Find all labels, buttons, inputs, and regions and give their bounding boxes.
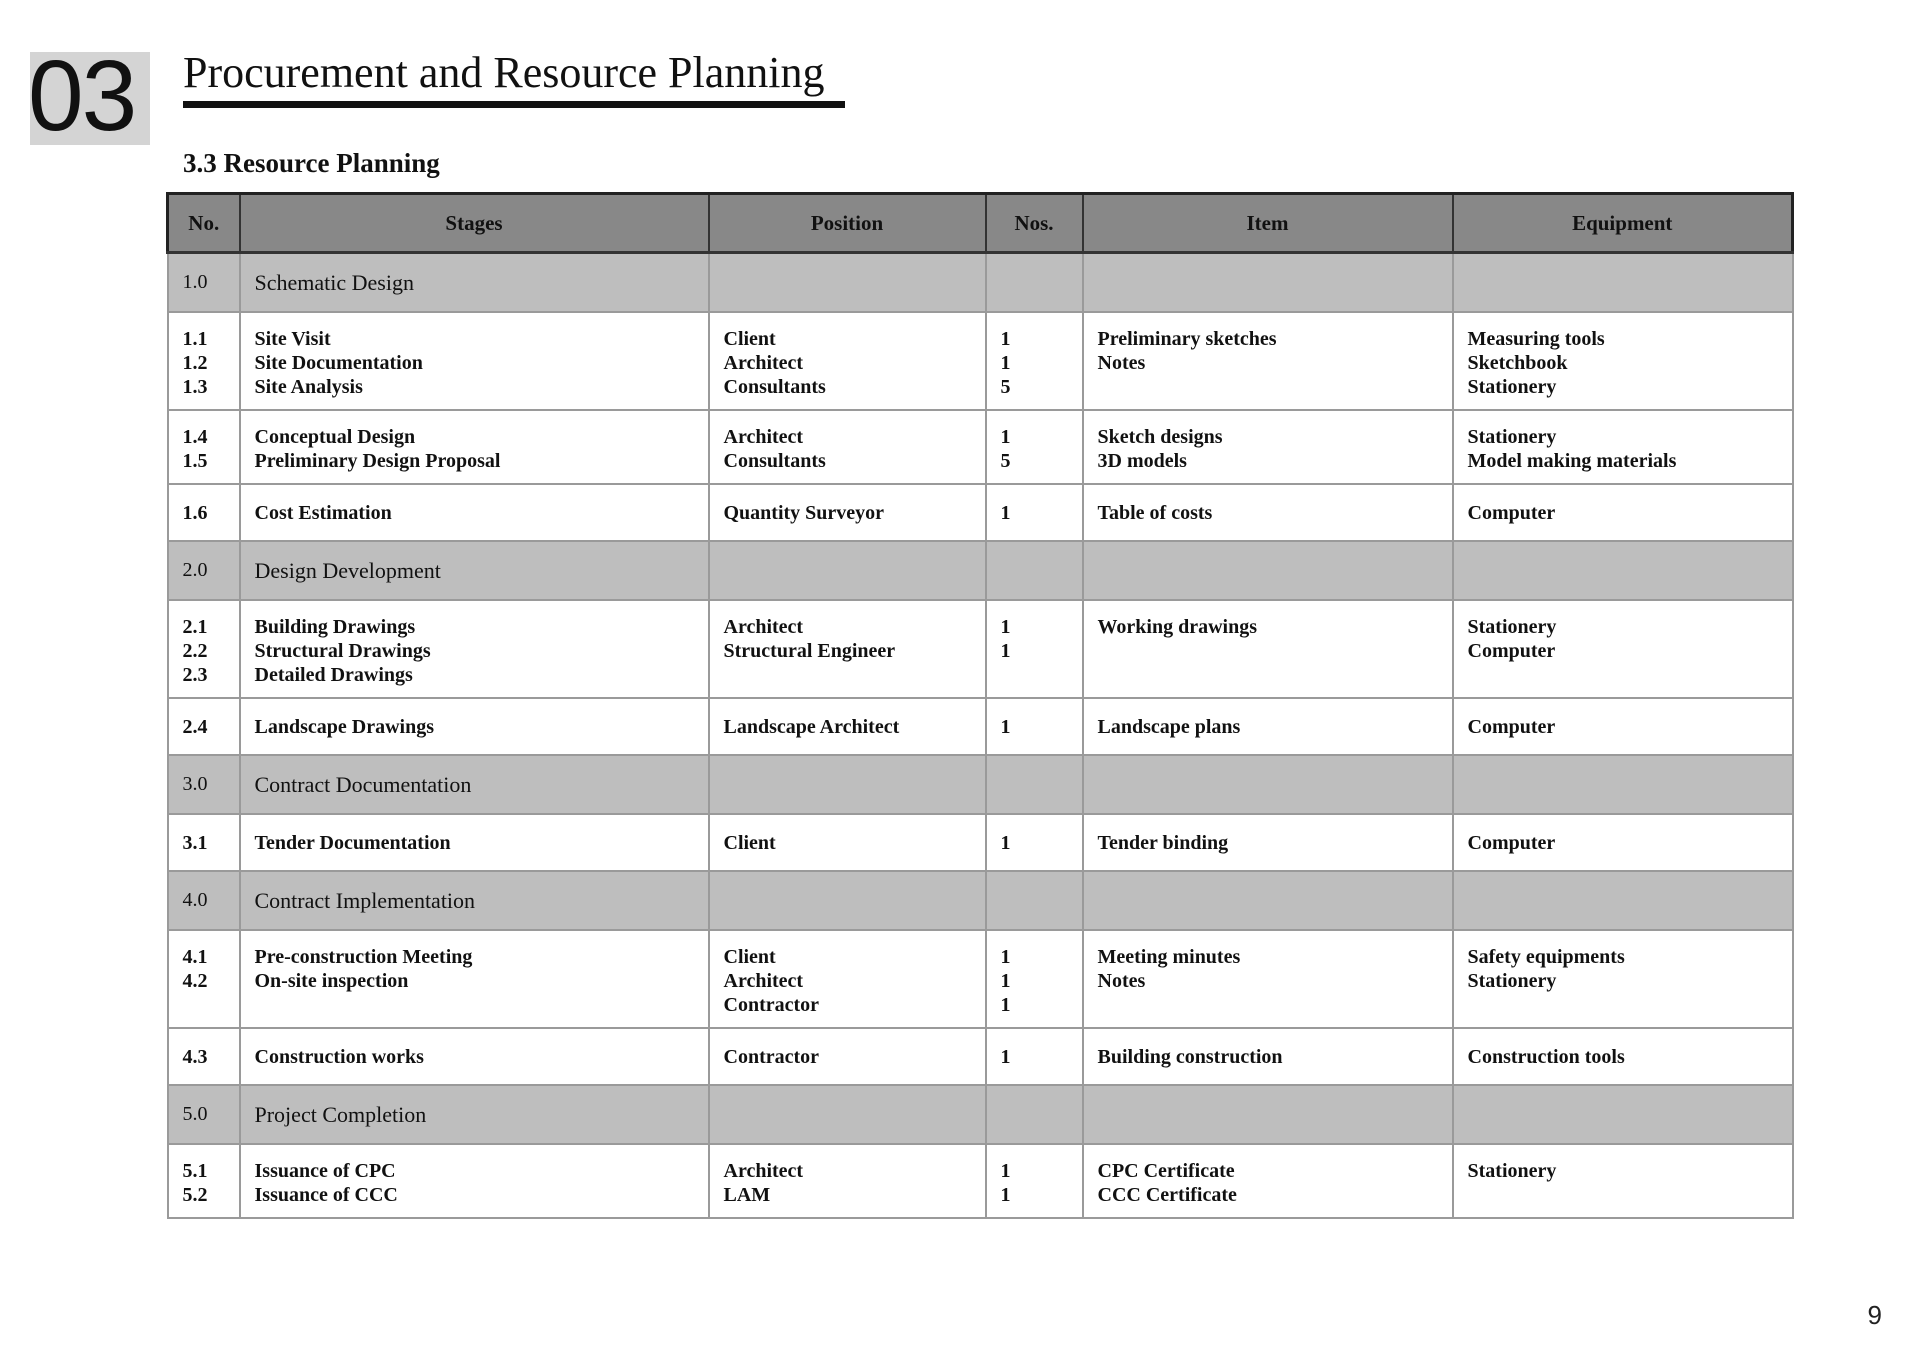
cell-line: Computer xyxy=(1467,501,1556,524)
table-row xyxy=(168,600,1793,698)
cell-no xyxy=(168,698,240,755)
empty-cell xyxy=(986,871,1083,930)
cell-line: CPC Certificate xyxy=(1097,1160,1235,1182)
stage-title: Schematic Design xyxy=(240,253,709,313)
cell-item xyxy=(1083,814,1453,871)
empty-cell xyxy=(1453,253,1793,313)
cell-equipment xyxy=(1453,600,1793,698)
stage-number: 2.0 xyxy=(168,541,240,600)
cell-equipment xyxy=(1453,484,1793,541)
cell-line: 1 xyxy=(1000,616,1011,638)
cell-line: 1.2 xyxy=(182,352,208,374)
cell-line: 2.1 xyxy=(182,616,208,638)
cell-line: Quantity Surveyor xyxy=(723,501,885,524)
cell-equipment xyxy=(1453,1144,1793,1218)
cell-line: Computer xyxy=(1467,831,1556,854)
cell-line: Computer xyxy=(1467,715,1556,738)
cell-line: Conceptual Design xyxy=(254,426,416,448)
table-row xyxy=(168,484,1793,541)
cell-line: 1 xyxy=(1000,994,1011,1016)
empty-cell xyxy=(986,755,1083,814)
stage-title: Contract Implementation xyxy=(240,871,709,930)
cell-line: Stationery xyxy=(1467,970,1557,992)
cell-position xyxy=(709,930,986,1028)
cell-line: Cost Estimation xyxy=(254,501,392,524)
cell-line: Table of costs xyxy=(1097,501,1213,524)
cell-stages xyxy=(240,484,709,541)
cell-line: Landscape plans xyxy=(1097,715,1241,738)
cell-line: Architect xyxy=(723,1160,804,1182)
empty-cell xyxy=(1453,871,1793,930)
cell-nos xyxy=(986,814,1083,871)
cell-position xyxy=(709,1028,986,1085)
cell-line: 1 xyxy=(1000,352,1011,374)
cell-equipment xyxy=(1453,698,1793,755)
cell-line: Tender binding xyxy=(1097,831,1229,854)
table-body xyxy=(168,253,1793,1219)
cell-line: Building Drawings xyxy=(254,616,416,638)
stage-row xyxy=(168,871,1793,930)
cell-line: Measuring tools xyxy=(1467,328,1605,350)
cell-item xyxy=(1083,410,1453,484)
stage-number: 4.0 xyxy=(168,871,240,930)
cell-no xyxy=(168,600,240,698)
cell-equipment xyxy=(1453,814,1793,871)
cell-stages xyxy=(240,930,709,1028)
cell-line: Computer xyxy=(1467,640,1556,662)
cell-line: 1.3 xyxy=(182,376,208,398)
cell-line: 1.4 xyxy=(182,426,208,448)
cell-line: Issuance of CPC xyxy=(254,1160,396,1182)
cell-line: Detailed Drawings xyxy=(254,664,413,686)
cell-line: 1.5 xyxy=(182,450,208,472)
empty-cell xyxy=(709,1085,986,1144)
cell-line: Contractor xyxy=(723,994,820,1016)
cell-line: CCC Certificate xyxy=(1097,1184,1237,1206)
cell-line: 1.6 xyxy=(182,501,208,524)
empty-cell xyxy=(709,755,986,814)
empty-cell xyxy=(1453,755,1793,814)
stage-number: 3.0 xyxy=(168,755,240,814)
cell-line: 2.4 xyxy=(182,715,208,738)
table-row xyxy=(168,698,1793,755)
cell-line: Sketchbook xyxy=(1467,352,1568,374)
cell-line: Architect xyxy=(723,352,804,374)
resource-planning-table xyxy=(166,192,1794,1219)
cell-line: 1 xyxy=(1000,970,1011,992)
cell-line: Preliminary sketches xyxy=(1097,328,1277,350)
cell-line: Structural Drawings xyxy=(254,640,431,662)
cell-line: Contractor xyxy=(723,1045,820,1068)
section-heading: 3.3 Resource Planning xyxy=(183,148,440,178)
cell-line: 3D models xyxy=(1097,450,1187,472)
cell-position xyxy=(709,484,986,541)
cell-line: Notes xyxy=(1097,352,1146,374)
cell-line: Client xyxy=(723,328,776,350)
page-number: 9 xyxy=(1867,1300,1882,1330)
cell-line: Construction tools xyxy=(1467,1045,1625,1068)
cell-line: 1 xyxy=(1000,831,1011,854)
cell-line: Pre-construction Meeting xyxy=(254,946,473,968)
cell-nos xyxy=(986,600,1083,698)
cell-line: Site Analysis xyxy=(254,376,363,398)
cell-line: 4.2 xyxy=(182,970,208,992)
cell-line: Sketch designs xyxy=(1097,426,1223,448)
cell-line: 1 xyxy=(1000,1045,1011,1068)
table-row xyxy=(168,1028,1793,1085)
cell-nos xyxy=(986,312,1083,410)
cell-no xyxy=(168,312,240,410)
cell-no xyxy=(168,1144,240,1218)
cell-line: Safety equipments xyxy=(1467,946,1625,968)
cell-item xyxy=(1083,1028,1453,1085)
cell-position xyxy=(709,312,986,410)
cell-position xyxy=(709,410,986,484)
title-underline xyxy=(183,101,845,108)
cell-item xyxy=(1083,312,1453,410)
header-stages: Stages xyxy=(240,194,709,253)
cell-line: Issuance of CCC xyxy=(254,1184,398,1206)
cell-line: Site Visit xyxy=(254,328,331,350)
cell-nos xyxy=(986,410,1083,484)
empty-cell xyxy=(709,541,986,600)
empty-cell xyxy=(986,1085,1083,1144)
cell-nos xyxy=(986,930,1083,1028)
cell-no xyxy=(168,484,240,541)
cell-no xyxy=(168,410,240,484)
stage-row xyxy=(168,253,1793,313)
cell-line: Tender Documentation xyxy=(254,831,451,854)
cell-line: Construction works xyxy=(254,1045,424,1068)
cell-line: 1 xyxy=(1000,640,1011,662)
cell-line: 1 xyxy=(1000,1160,1011,1182)
stage-row xyxy=(168,1085,1793,1144)
cell-line: 5 xyxy=(1000,450,1011,472)
cell-line: 1 xyxy=(1000,946,1011,968)
cell-nos xyxy=(986,698,1083,755)
cell-no xyxy=(168,1028,240,1085)
cell-line: Client xyxy=(723,831,776,854)
empty-cell xyxy=(1083,871,1453,930)
header-no: No. xyxy=(168,194,240,253)
empty-cell xyxy=(1083,253,1453,313)
cell-equipment xyxy=(1453,1028,1793,1085)
cell-line: Landscape Architect xyxy=(723,715,900,738)
cell-line: Notes xyxy=(1097,970,1146,992)
cell-item xyxy=(1083,1144,1453,1218)
cell-stages xyxy=(240,698,709,755)
cell-line: Model making materials xyxy=(1467,450,1677,472)
cell-line: 5.1 xyxy=(182,1160,208,1182)
cell-line: Meeting minutes xyxy=(1097,946,1241,968)
cell-line: Landscape Drawings xyxy=(254,715,434,738)
cell-nos xyxy=(986,1144,1083,1218)
cell-stages xyxy=(240,600,709,698)
cell-line: Stationery xyxy=(1467,616,1557,638)
empty-cell xyxy=(709,871,986,930)
stage-number: 1.0 xyxy=(168,253,240,313)
cell-nos xyxy=(986,1028,1083,1085)
cell-line: Client xyxy=(723,946,776,968)
cell-line: Architect xyxy=(723,970,804,992)
cell-line: Site Documentation xyxy=(254,352,423,374)
empty-cell xyxy=(986,253,1083,313)
cell-line: Architect xyxy=(723,426,804,448)
cell-stages xyxy=(240,1028,709,1085)
header-nos: Nos. xyxy=(986,194,1083,253)
cell-equipment xyxy=(1453,930,1793,1028)
cell-stages xyxy=(240,814,709,871)
table-row xyxy=(168,814,1793,871)
empty-cell xyxy=(1083,755,1453,814)
cell-position xyxy=(709,600,986,698)
cell-equipment xyxy=(1453,312,1793,410)
cell-stages xyxy=(240,410,709,484)
cell-item xyxy=(1083,484,1453,541)
cell-line: Stationery xyxy=(1467,426,1557,448)
cell-line: 2.2 xyxy=(182,640,208,662)
cell-item xyxy=(1083,600,1453,698)
cell-line: 1 xyxy=(1000,1184,1011,1206)
table-row xyxy=(168,1144,1793,1218)
empty-cell xyxy=(709,253,986,313)
stage-row xyxy=(168,541,1793,600)
cell-line: LAM xyxy=(723,1184,771,1206)
chapter-number: 03 xyxy=(28,40,136,152)
table-row xyxy=(168,930,1793,1028)
cell-line: Architect xyxy=(723,616,804,638)
cell-line: On-site inspection xyxy=(254,970,409,992)
cell-line: 3.1 xyxy=(182,831,208,854)
page-title: Procurement and Resource Planning xyxy=(183,48,825,97)
cell-line: 5 xyxy=(1000,376,1011,398)
cell-line: 1.1 xyxy=(182,328,208,350)
cell-nos xyxy=(986,484,1083,541)
cell-line: 4.3 xyxy=(182,1045,208,1068)
cell-line: Stationery xyxy=(1467,1160,1557,1182)
cell-position xyxy=(709,698,986,755)
cell-line: 4.1 xyxy=(182,946,208,968)
cell-position xyxy=(709,814,986,871)
cell-item xyxy=(1083,698,1453,755)
cell-no xyxy=(168,930,240,1028)
stage-row xyxy=(168,755,1793,814)
stage-title: Contract Documentation xyxy=(240,755,709,814)
header-item: Item xyxy=(1083,194,1453,253)
cell-line: 2.3 xyxy=(182,664,208,686)
cell-line: Consultants xyxy=(723,376,826,398)
empty-cell xyxy=(1083,541,1453,600)
empty-cell xyxy=(986,541,1083,600)
header-position: Position xyxy=(709,194,986,253)
cell-line: Building construction xyxy=(1097,1045,1283,1068)
cell-item xyxy=(1083,930,1453,1028)
cell-line: 5.2 xyxy=(182,1184,208,1206)
cell-line: Stationery xyxy=(1467,376,1557,398)
table-row xyxy=(168,410,1793,484)
header-equipment: Equipment xyxy=(1453,194,1793,253)
cell-no xyxy=(168,814,240,871)
cell-stages xyxy=(240,312,709,410)
table-row xyxy=(168,312,1793,410)
stage-number: 5.0 xyxy=(168,1085,240,1144)
cell-line: Structural Engineer xyxy=(723,640,896,662)
empty-cell xyxy=(1453,1085,1793,1144)
cell-line: Consultants xyxy=(723,450,826,472)
empty-cell xyxy=(1083,1085,1453,1144)
cell-line: Working drawings xyxy=(1097,616,1257,638)
cell-line: Preliminary Design Proposal xyxy=(254,450,501,472)
stage-title: Project Completion xyxy=(240,1085,709,1144)
cell-line: 1 xyxy=(1000,715,1011,738)
table-header-row xyxy=(168,194,1793,253)
stage-title: Design Development xyxy=(240,541,709,600)
empty-cell xyxy=(1453,541,1793,600)
cell-line: 1 xyxy=(1000,426,1011,448)
cell-position xyxy=(709,1144,986,1218)
cell-line: 1 xyxy=(1000,328,1011,350)
cell-stages xyxy=(240,1144,709,1218)
cell-line: 1 xyxy=(1000,501,1011,524)
cell-equipment xyxy=(1453,410,1793,484)
